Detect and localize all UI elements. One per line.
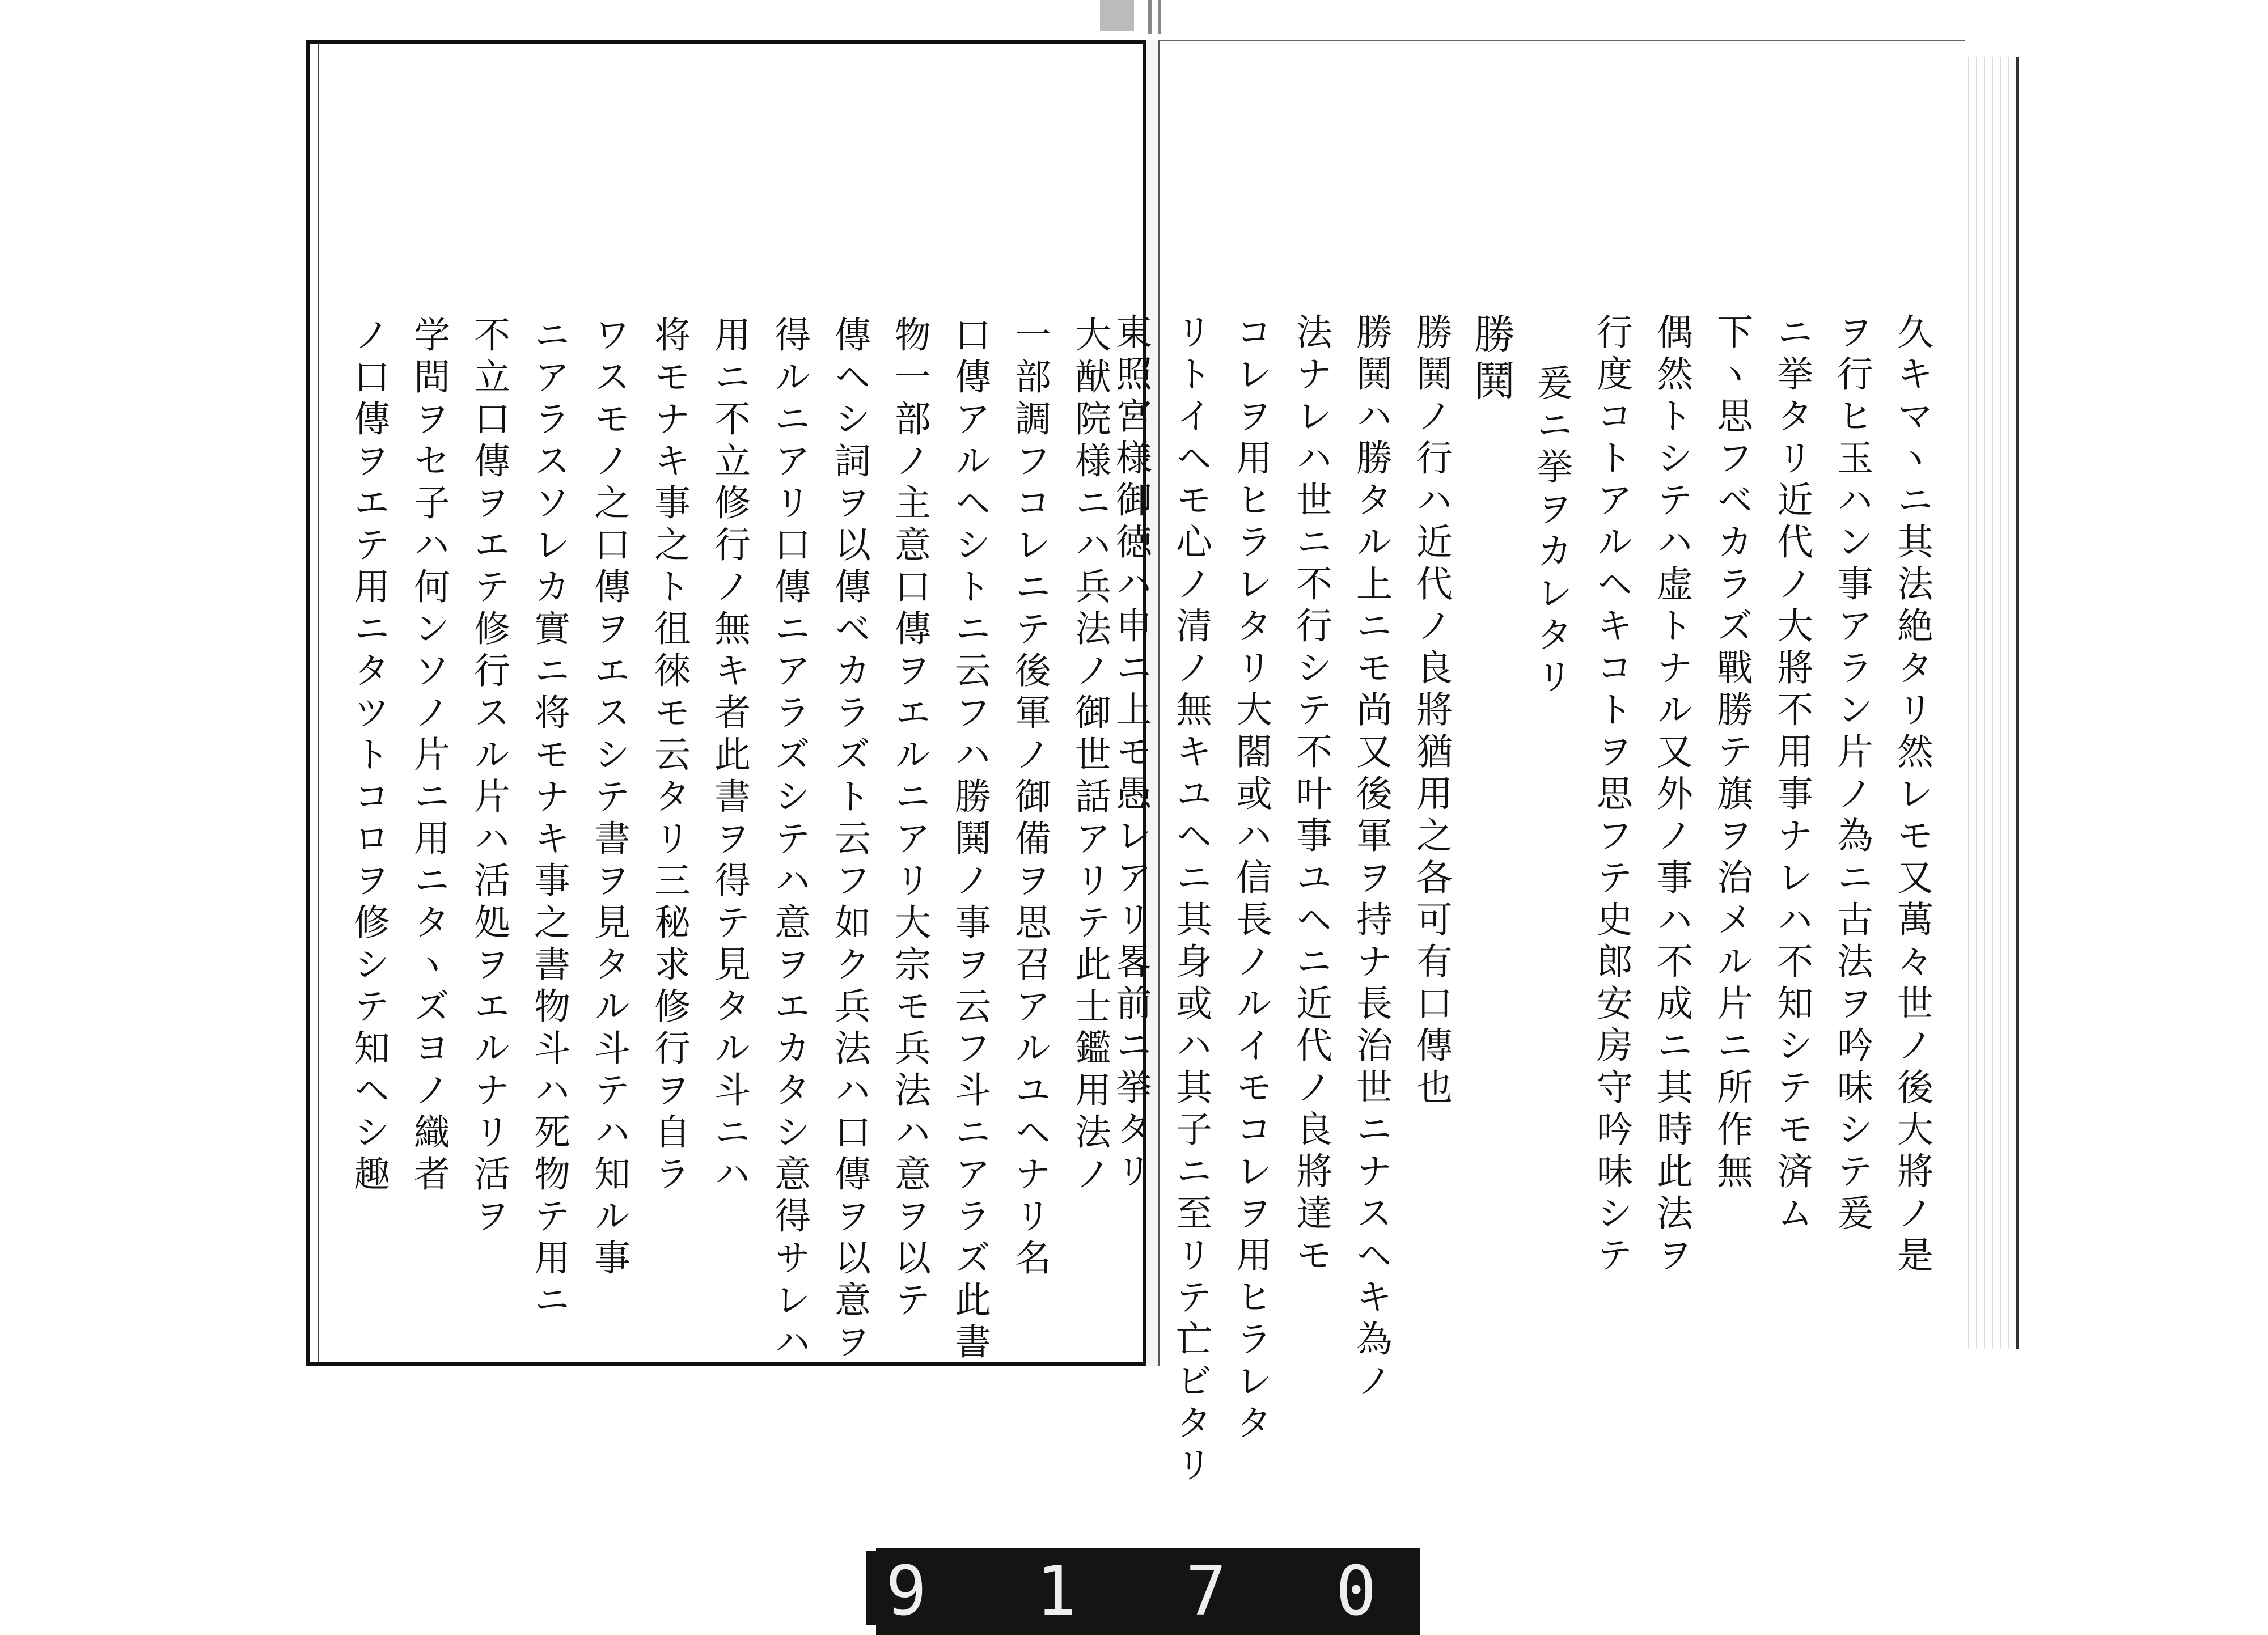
text-column: 一部調フコレニテ後軍ノ御備ヲ思召アルユヘナリ名 xyxy=(1009,316,1051,1281)
right-page xyxy=(1110,40,1965,1488)
folio-number: 9 1 7 0 xyxy=(886,1552,1411,1631)
text-column: 傳ヘシ詞ヲ以傳ベカラズト云フ如ク兵法ハ口傳ヲ以意ヲ xyxy=(828,316,870,1365)
text-column: 不立口傳ヲエテ修行スル片ハ活処ヲエルナリ活ヲ xyxy=(468,316,510,1239)
text-column: 法ナレハ世ニ不行シテ不叶事ユヘニ近代ノ良將達モ xyxy=(1290,313,1332,1278)
text-column: 久キマヽニ其法絶タリ然レモ又萬々世ノ後大將ノ是 xyxy=(1891,313,1933,1278)
text-column: 行度コトアルヘキコトヲ思フテ史郎安房守吟味シテ xyxy=(1590,313,1632,1278)
text-column: リトイヘモ心ノ清ノ無キユヘニ其身或ハ其子ニ至リテ亡ビタリ xyxy=(1170,313,1212,1488)
text-column: ニ挙タリ近代ノ大將不用事ナレハ不知シテモ済ム xyxy=(1771,313,1813,1236)
text-column: 得ルニアリ口傳ニアラズシテハ意ヲエカタシ意得サレハ xyxy=(768,316,810,1365)
book-spread xyxy=(306,40,2019,1488)
text-column: 勝鬨ノ行ハ近代ノ良將猶用之各可有口傳也 xyxy=(1410,313,1452,1110)
text-column: 東照宮様御徳ハ申ニ上モ愚レアリ畧前ニ挙タリ xyxy=(1110,313,1152,1194)
text-column: 爰ニ挙ヲカレタリ xyxy=(1530,364,1572,700)
text-column: 口傳アルヘシトニ云フハ勝鬨ノ事ヲ云フ斗ニアラズ此書 xyxy=(949,316,991,1365)
text-column: 物一部ノ主意口傳ヲエルニアリ大宗モ兵法ハ意ヲ以テ xyxy=(888,316,930,1323)
left-page xyxy=(306,40,1143,1366)
page-edges xyxy=(1965,57,2019,1349)
folio-number-plate xyxy=(876,1548,1420,1635)
binding-marks xyxy=(1094,0,1179,40)
text-column: ワスモノ之口傳ヲエスシテ書ヲ見タル斗テハ知ル事 xyxy=(588,316,630,1281)
text-column: 下ヽ思フベカラズ戰勝テ旗ヲ治メル片ニ所作無 xyxy=(1711,313,1753,1194)
text-column: 大猷院様ニハ兵法ノ御世話アリテ此士鑑用法ノ xyxy=(1069,316,1111,1197)
section-heading: 勝鬨 xyxy=(1467,313,1515,406)
text-column: ヲ行ヒ玉ハン事アラン片ノ為ニ古法ヲ吟味シテ爰 xyxy=(1831,313,1873,1236)
text-column: 将モナキ事之ト徂徠モ云タリ三秘求修行ヲ自ラ xyxy=(648,316,690,1197)
right-page-text xyxy=(1101,313,1942,1488)
text-column: 用ニ不立修行ノ無キ者此書ヲ得テ見タル斗ニハ xyxy=(708,316,750,1197)
left-page-text xyxy=(338,316,1120,1365)
text-column: 偶然トシテハ虚トナル又外ノ事ハ不成ニ其時此法ヲ xyxy=(1651,313,1692,1278)
text-column: ニアラスソレカ實ニ将モナキ事之書物斗ハ死物テ用ニ xyxy=(528,316,570,1323)
text-column: コレヲ用ヒラレタリ大閤或ハ信長ノルイモコレヲ用ヒラレタ xyxy=(1230,313,1272,1446)
text-column: 学問ヲセ子ハ何ンソノ片ニ用ニタヽズヨノ織者 xyxy=(408,316,450,1197)
text-column: 勝鬨ハ勝タル上ニモ尚又後軍ヲ持ナ長治世ニナスヘキ為ノ xyxy=(1350,313,1392,1404)
text-column: ノ口傳ヲエテ用ニタツトコロヲ修シテ知ヘシ趣 xyxy=(348,316,390,1197)
